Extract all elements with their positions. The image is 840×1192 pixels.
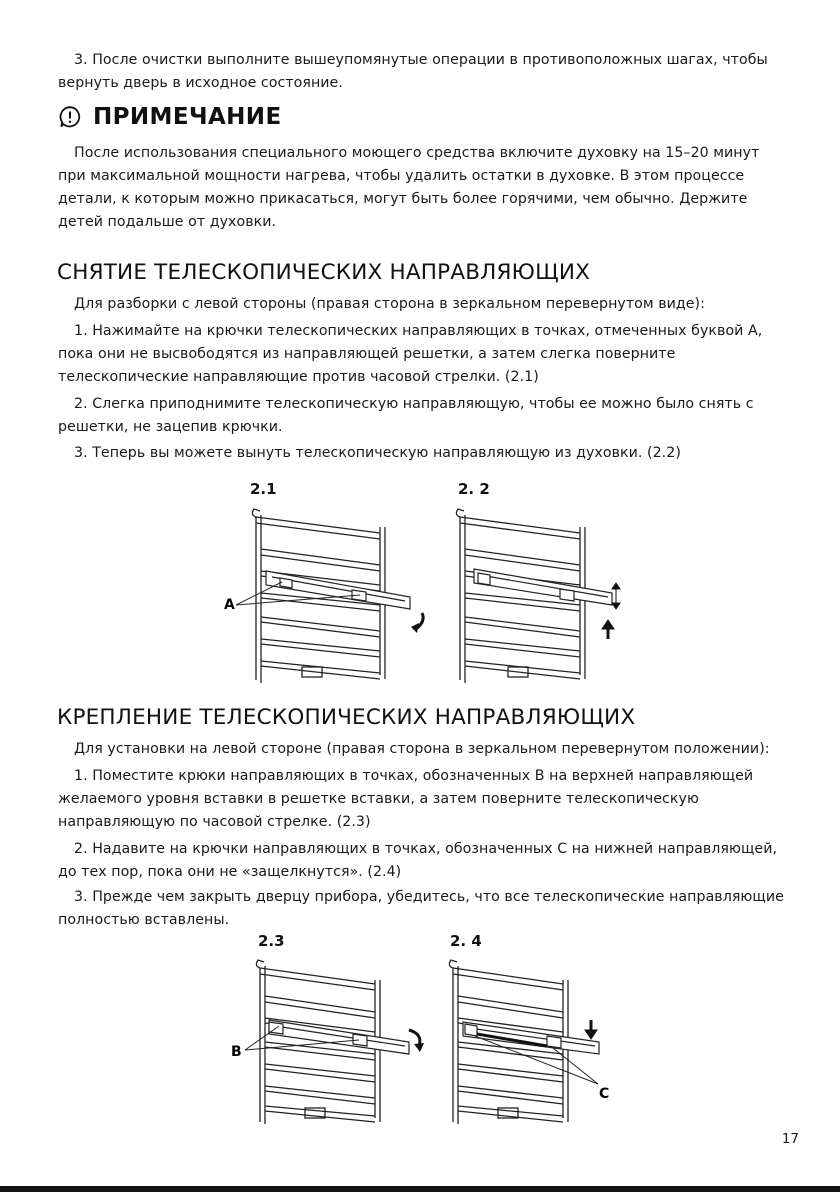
mounting-intro: Для установки на левой стороне (правая сторона в зеркальном перевернутом положении): [74, 741, 770, 757]
figure-2-3-illustration [225, 958, 435, 1130]
note-text: После использования специального моющего средства включите духовку на 15–20 минут при максимальной мощности нагрева, чтобы удалить остатки в духовке. В этом процессе детали, к которым можно прикасаться, могут быть более горячими, чем обычно. Держите детей подальше от духовки. [58, 145, 760, 230]
mounting-step-1: 1. Поместите крюки направляющих в точках, обозначенных B на верхней направляющей желаемого уровня вставки в решетке вставки, а затем поверните телескопическую направляющую по часовой стрелке. (2.3) [58, 768, 754, 830]
section-heading-mounting: КРЕПЛЕНИЕ ТЕЛЕСКОПИЧЕСКИХ НАПРАВЛЯЮЩИХ [57, 705, 636, 730]
section-heading-removal: СНЯТИЕ ТЕЛЕСКОПИЧЕСКИХ НАПРАВЛЯЮЩИХ [57, 260, 591, 285]
removal-step-3: 3. Теперь вы можете вынуть телескопическую направляющую из духовки. (2.2) [74, 445, 681, 461]
page-number: 17 [781, 1131, 799, 1147]
callout-c: C [599, 1086, 610, 1102]
figure-label-2-2: 2. 2 [458, 480, 490, 498]
bottom-rule [0, 1186, 840, 1192]
figure-2-2-illustration [450, 505, 640, 690]
figure-2-4-illustration [443, 958, 643, 1130]
figure-label-2-3: 2.3 [258, 932, 285, 950]
figure-label-2-4: 2. 4 [450, 932, 482, 950]
paragraph-intro-step3: 3. После очистки выполните вышеупомянутые операции в противоположных шагах, чтобы вернуть дверь в исходное состояние. [58, 52, 768, 91]
note-title: ПРИМЕЧАНИЕ [93, 104, 282, 130]
callout-b: B [231, 1044, 242, 1060]
removal-intro: Для разборки с левой стороны (правая сторона в зеркальном перевернутом виде): [74, 296, 705, 312]
figure-2-1-illustration [220, 505, 440, 690]
mounting-step-3: 3. Прежде чем закрыть дверцу прибора, убедитесь, что все телескопические направляющие полностью вставлены. [58, 889, 784, 928]
removal-step-1: 1. Нажимайте на крючки телескопических направляющих в точках, отмеченных буквой A, пока они не высвободятся из направляющей решетки, а затем слегка поверните телескопические направляющие против часовой стрелки. (2.1) [58, 323, 763, 385]
exclamation-circle-icon [58, 105, 82, 129]
note-header [58, 104, 282, 130]
callout-a: A [224, 597, 235, 613]
figure-label-2-1: 2.1 [250, 480, 277, 498]
removal-step-2: 2. Слегка приподнимите телескопическую направляющую, чтобы ее можно было снять с решетки, не зацепив крючки. [58, 396, 754, 435]
mounting-step-2: 2. Надавите на крючки направляющих в точках, обозначенных C на нижней направляющей, до тех пор, пока они не «защелкнутся». (2.4) [58, 841, 778, 880]
